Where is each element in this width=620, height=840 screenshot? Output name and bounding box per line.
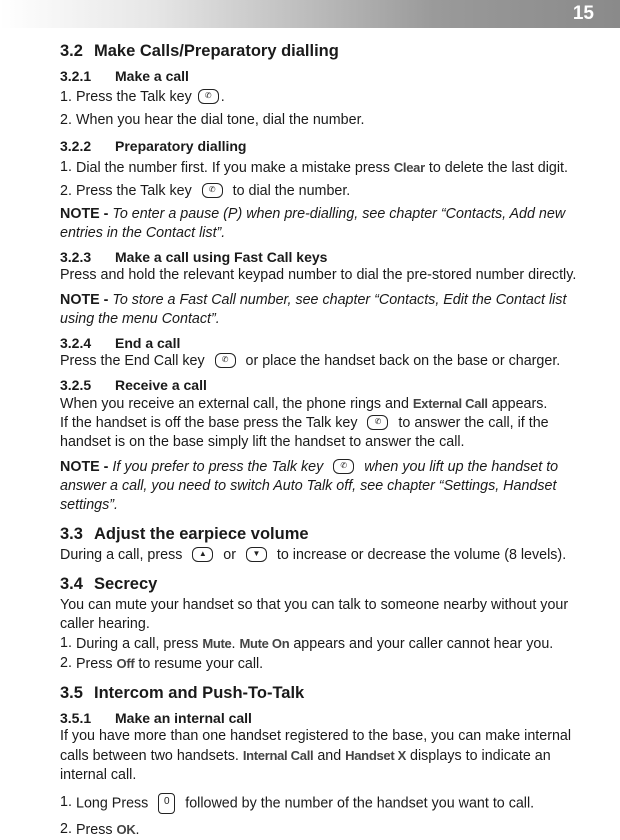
display-text: Mute: [202, 636, 232, 651]
talk-key-icon: ✆: [202, 183, 223, 198]
talk-key-icon: ✆: [333, 459, 354, 474]
list-item: 2. Press OK.: [60, 821, 140, 838]
zero-key-icon: 0: [158, 793, 175, 814]
display-text: Mute On: [239, 636, 290, 651]
up-key-icon: ▲: [192, 547, 213, 562]
page-header-bar: [0, 0, 620, 28]
page-number: 15: [572, 3, 594, 24]
display-text: Internal Call: [242, 748, 314, 763]
subsection-heading: 3.2.5 Receive a call: [60, 377, 207, 393]
page-content: [60, 40, 600, 840]
display-text: Handset X: [345, 748, 407, 763]
section-heading: 3.3 Adjust the earpiece volume: [60, 525, 309, 543]
section-title: Make Calls/Preparatory dialling: [94, 42, 339, 60]
list-item: 1. Dial the number first. If you make a mistake press Clear to delete the last digit.: [60, 159, 568, 176]
note: NOTE - To enter a pause (P) when pre-dialling, see chapter “Contacts, Add new entries in the Contact list”.: [60, 206, 566, 241]
paragraph: Press the End Call key ✆ or place the handset back on the base or charger.: [60, 353, 561, 369]
section-heading: 3.4 Secrecy: [60, 575, 158, 593]
paragraph: During a call, press ▲ or ▼ to increase or decrease the volume (8 levels).: [60, 547, 567, 563]
talk-key-icon: ✆: [198, 89, 219, 104]
section-heading: [60, 40, 600, 66]
subsection-title: Make a call: [115, 68, 189, 84]
end-call-key-icon: ✆: [215, 353, 236, 368]
list-item: 2. When you hear the dial tone, dial the number.: [60, 112, 365, 128]
down-key-icon: ▼: [246, 547, 267, 562]
list-item: 1. During a call, press Mute. Mute On appears and your caller cannot hear you.: [60, 635, 554, 652]
subsection-number: 3.2.1: [60, 68, 92, 84]
display-text: Clear: [393, 160, 425, 175]
talk-key-icon: ✆: [367, 415, 388, 430]
list-item: 2. Press the Talk key ✆ to dial the number.: [60, 183, 351, 199]
list-item: 1. Press the Talk key ✆ .: [60, 89, 225, 105]
display-text: Off: [116, 656, 135, 671]
section-heading: 3.5 Intercom and Push-To-Talk: [60, 684, 305, 702]
paragraph: Press and hold the relevant keypad number to dial the pre-stored number directly.: [60, 267, 577, 283]
section-number: 3.2: [60, 42, 83, 60]
display-text: OK: [116, 822, 136, 837]
list-item: 1. Long Press 0 followed by the number of the handset you want to call.: [60, 793, 600, 814]
list-item: 2. Press Off to resume your call.: [60, 655, 264, 672]
subsection-heading: 3.2.3 Make a call using Fast Call keys: [60, 249, 328, 265]
paragraph: When you receive an external call, the phone rings and External Call appears. If the handset is off the base press the Talk key ✆ to answer the call, if the handset is on the base simply lift the handset to answer the call.: [60, 396, 549, 450]
subsection-heading: 3.5.1 Make an internal call: [60, 710, 252, 726]
display-text: External Call: [412, 396, 488, 411]
subsection-heading: 3.2.4 End a call: [60, 335, 181, 351]
note: NOTE - If you prefer to press the Talk key ✆ when you lift up the handset to answer a call, you need to switch Auto Talk off, see chapter “Settings, Handset settings”.: [60, 459, 559, 513]
subsection-heading: [60, 66, 600, 88]
subsection-heading: 3.2.2 Preparatory dialling: [60, 138, 247, 154]
note: NOTE - To store a Fast Call number, see chapter “Contacts, Edit the Contact list using the menu Contact”.: [60, 292, 567, 327]
paragraph: You can mute your handset so that you can talk to someone nearby without your caller hearing.: [60, 597, 569, 632]
paragraph: If you have more than one handset registered to the base, you can make internal calls between two handsets. Internal Call and Handset X displays to indicate an internal call.: [60, 728, 572, 783]
